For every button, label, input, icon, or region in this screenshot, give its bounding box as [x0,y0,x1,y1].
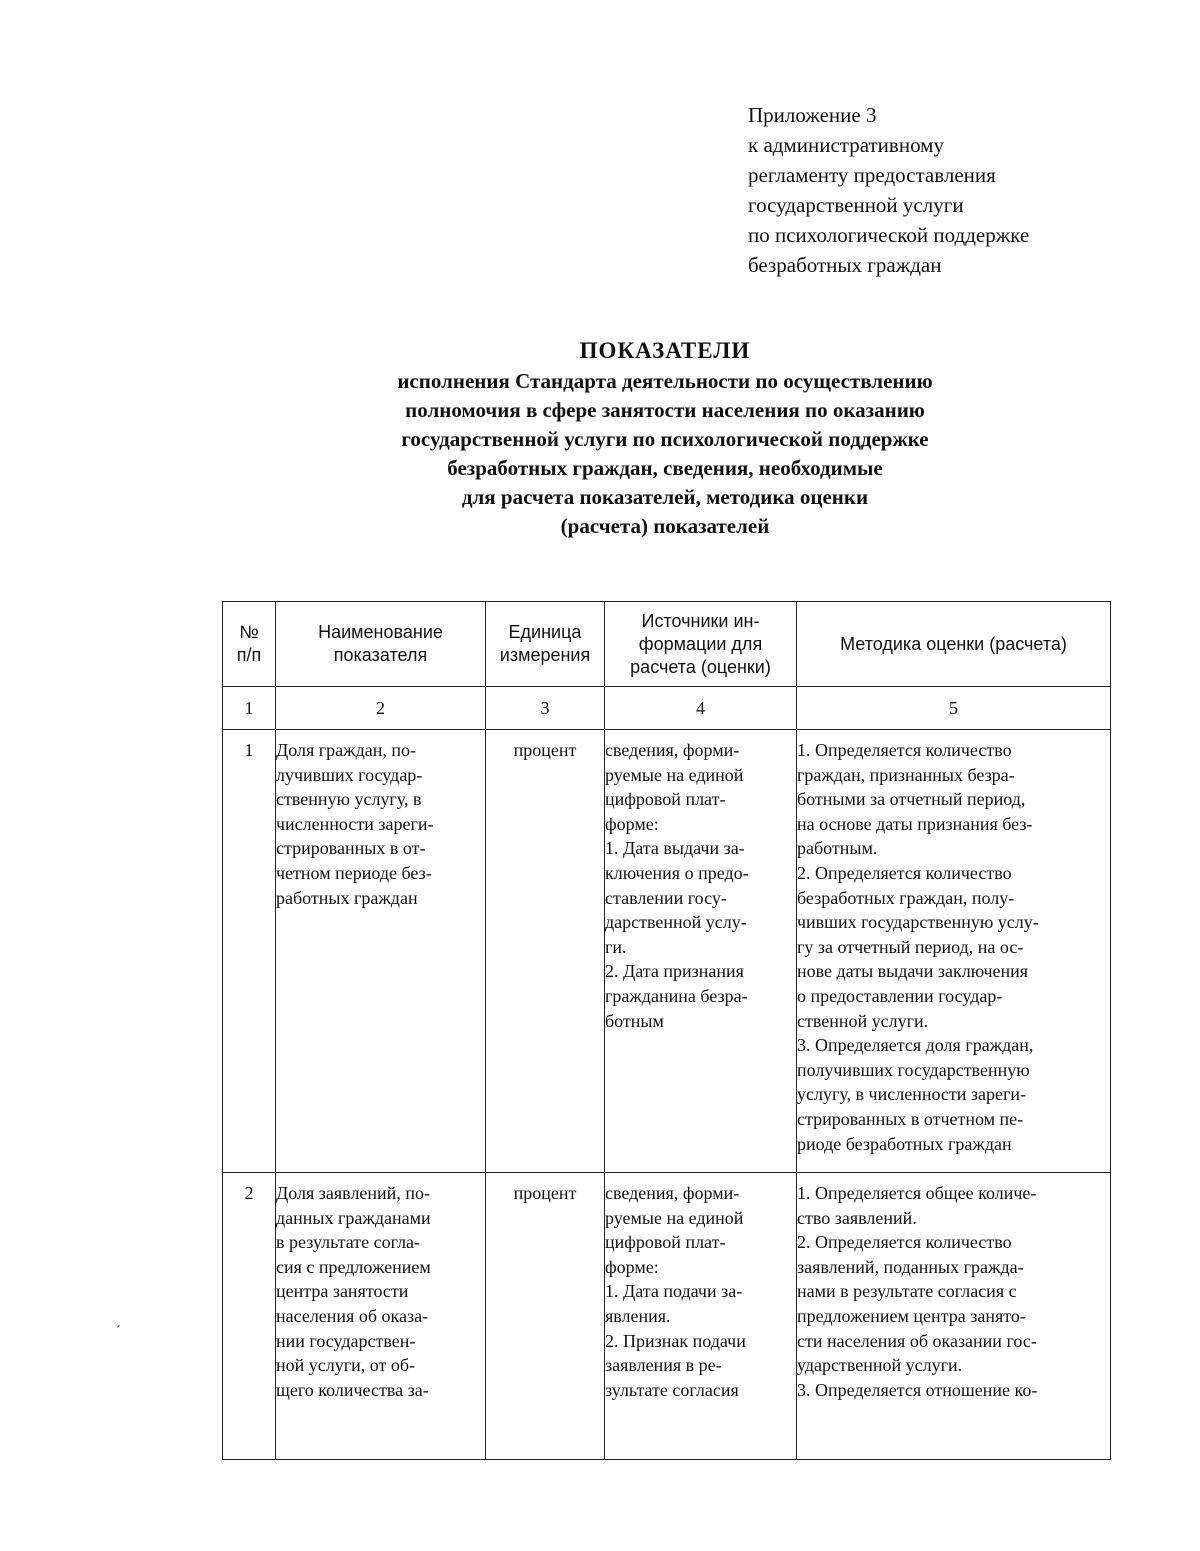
text-line: ственной услуги. [797,1010,929,1031]
header-cell-method [797,602,1111,687]
document-title: ПОКАЗАТЕЛИ [579,338,751,363]
document-heading [200,336,1130,541]
text-line: безработных граждан, полу- [797,887,1015,908]
appendix-line: к административному [748,133,944,157]
text-line: стрированных в от- [276,838,426,859]
table-header-row [223,602,1111,687]
text-line: получивших государственную [797,1059,1030,1080]
text-line: риоде безработных граждан [797,1133,1012,1154]
text-line: 2. Определяется количество [797,1232,1012,1253]
text-line: на основе даты признания без- [797,813,1033,834]
column-number: 5 [797,687,1111,730]
appendix-line: регламенту предоставления [748,163,996,187]
appendix-line: по психологической поддержке [748,223,1030,247]
header-text: расчета (оценки) [630,656,771,677]
column-number: 1 [223,687,276,730]
column-number-row [223,687,1111,730]
text-line: нами в результате согласия с [797,1281,1017,1302]
table-row [223,1173,1111,1460]
unit-of-measure: процент [486,1173,605,1460]
text-line: Доля граждан, по- [276,740,417,760]
indicator-name [276,1173,486,1460]
text-line: предложением центра занято- [797,1305,1026,1326]
indicator-name [276,730,486,1173]
text-line: населения об оказа- [276,1305,429,1326]
row-number: 2 [223,1173,276,1460]
text-line: 1. Дата выдачи за- [605,838,745,859]
text-line: стрированных в отчетном пе- [797,1108,1024,1129]
subtitle-line: исполнения Стандарта деятельности по осуществлению [397,369,933,393]
text-line: численности зареги- [276,813,434,834]
appendix-line: Приложение 3 [748,103,877,127]
header-cell-source [605,602,797,687]
indicators-table [222,601,1111,1460]
evaluation-method [797,730,1111,1173]
text-line: ботным [605,1010,664,1031]
text-line: цифровой плат- [605,1232,726,1253]
header-text: формации для [638,633,763,654]
text-line: дарственной услу- [605,912,747,933]
text-line: услугу, в численности зареги- [797,1084,1026,1105]
text-line: о предоставлении государ- [797,985,1003,1006]
unit-of-measure: процент [486,730,605,1173]
text-line: Доля заявлений, по- [276,1183,430,1203]
text-line: нове даты выдачи заключения [797,961,1029,982]
subtitle-line: полномочия в сфере занятости населения по оказанию [405,398,925,422]
text-line: центра занятости [276,1281,409,1302]
text-line: 2. Определяется количество [797,862,1012,883]
evaluation-method [797,1173,1111,1460]
text-line: данных гражданами [276,1207,431,1228]
text-line: сия с предложением [276,1256,431,1277]
text-line: руемые на единой [605,1207,744,1228]
column-number: 3 [486,687,605,730]
appendix-reference [748,100,1168,280]
column-number: 4 [605,687,797,730]
text-line: работным. [797,838,878,859]
text-line: заявлений, поданных гражда- [797,1256,1024,1277]
header-text: Методика оценки (расчета) [840,633,1067,654]
header-text: показателя [333,645,428,665]
information-source [605,1173,797,1460]
subtitle-line: безработных граждан, сведения, необходимые [447,456,883,480]
header-cell-unit [486,602,605,687]
text-line: 3. Определяется отношение ко- [797,1379,1038,1400]
text-line: цифровой плат- [605,789,726,810]
header-text: Наименование [318,622,443,642]
text-line: ключения о предо- [605,862,749,883]
text-line: 1. Дата подачи за- [605,1281,743,1302]
header-cell-name [276,602,486,687]
text-line: форме: [605,1256,659,1277]
text-line: 2. Дата признания [605,961,744,982]
text-line: в результате согла- [276,1232,421,1253]
text-line: 2. Признак подачи [605,1330,746,1351]
text-line: ботными за отчетный период, [797,789,1026,810]
text-line: ство заявлений. [797,1207,917,1228]
text-line: нии государствен- [276,1330,416,1351]
text-line: сти населения об оказании гос- [797,1330,1037,1351]
text-line: явления. [605,1305,671,1326]
document-subtitle [200,367,1130,541]
text-line: работных граждан [276,887,418,908]
text-line: чивших государственную услу- [797,912,1039,933]
subtitle-line: (расчета) показателей [560,514,770,538]
text-line: 3. Определяется доля граждан, [797,1035,1034,1056]
header-text: Источники ин- [641,610,760,631]
header-text: измерения [499,645,591,665]
text-line: ной услуги, от об- [276,1355,416,1376]
header-text: Единица [508,622,582,642]
text-line: четном периоде без- [276,862,432,883]
header-text: п/п [236,645,262,665]
header-cell-number [223,602,276,687]
appendix-line: государственной услуги [748,193,964,217]
information-source [605,730,797,1173]
text-line: форме: [605,813,659,834]
scan-artifact-mark: ˊ [116,1324,121,1339]
text-line: ставлении госу- [605,887,727,908]
text-line: ственную услугу, в [276,789,422,810]
text-line: гражданина безра- [605,985,748,1006]
subtitle-line: для расчета показателей, методика оценки [461,485,869,509]
text-line: ударственной услуги. [797,1355,963,1376]
text-line: заявления в ре- [605,1355,722,1376]
appendix-line: безработных граждан [748,253,942,277]
subtitle-line: государственной услуги по психологической поддержке [401,427,929,451]
text-line: щего количества за- [276,1379,429,1400]
text-line: граждан, признанных безра- [797,764,1015,785]
text-line: зультате согласия [605,1379,739,1400]
text-line: 1. Определяется количество [797,740,1012,760]
row-number: 1 [223,730,276,1173]
text-line: лучивших государ- [276,764,423,785]
text-line: сведения, форми- [605,740,740,760]
header-text: № [239,622,259,642]
column-number: 2 [276,687,486,730]
text-line: гу за отчетный период, на ос- [797,936,1024,957]
text-line: ги. [605,936,627,957]
text-line: руемые на единой [605,764,744,785]
text-line: 1. Определяется общее количе- [797,1183,1037,1203]
table-row [223,730,1111,1173]
text-line: сведения, форми- [605,1183,740,1203]
